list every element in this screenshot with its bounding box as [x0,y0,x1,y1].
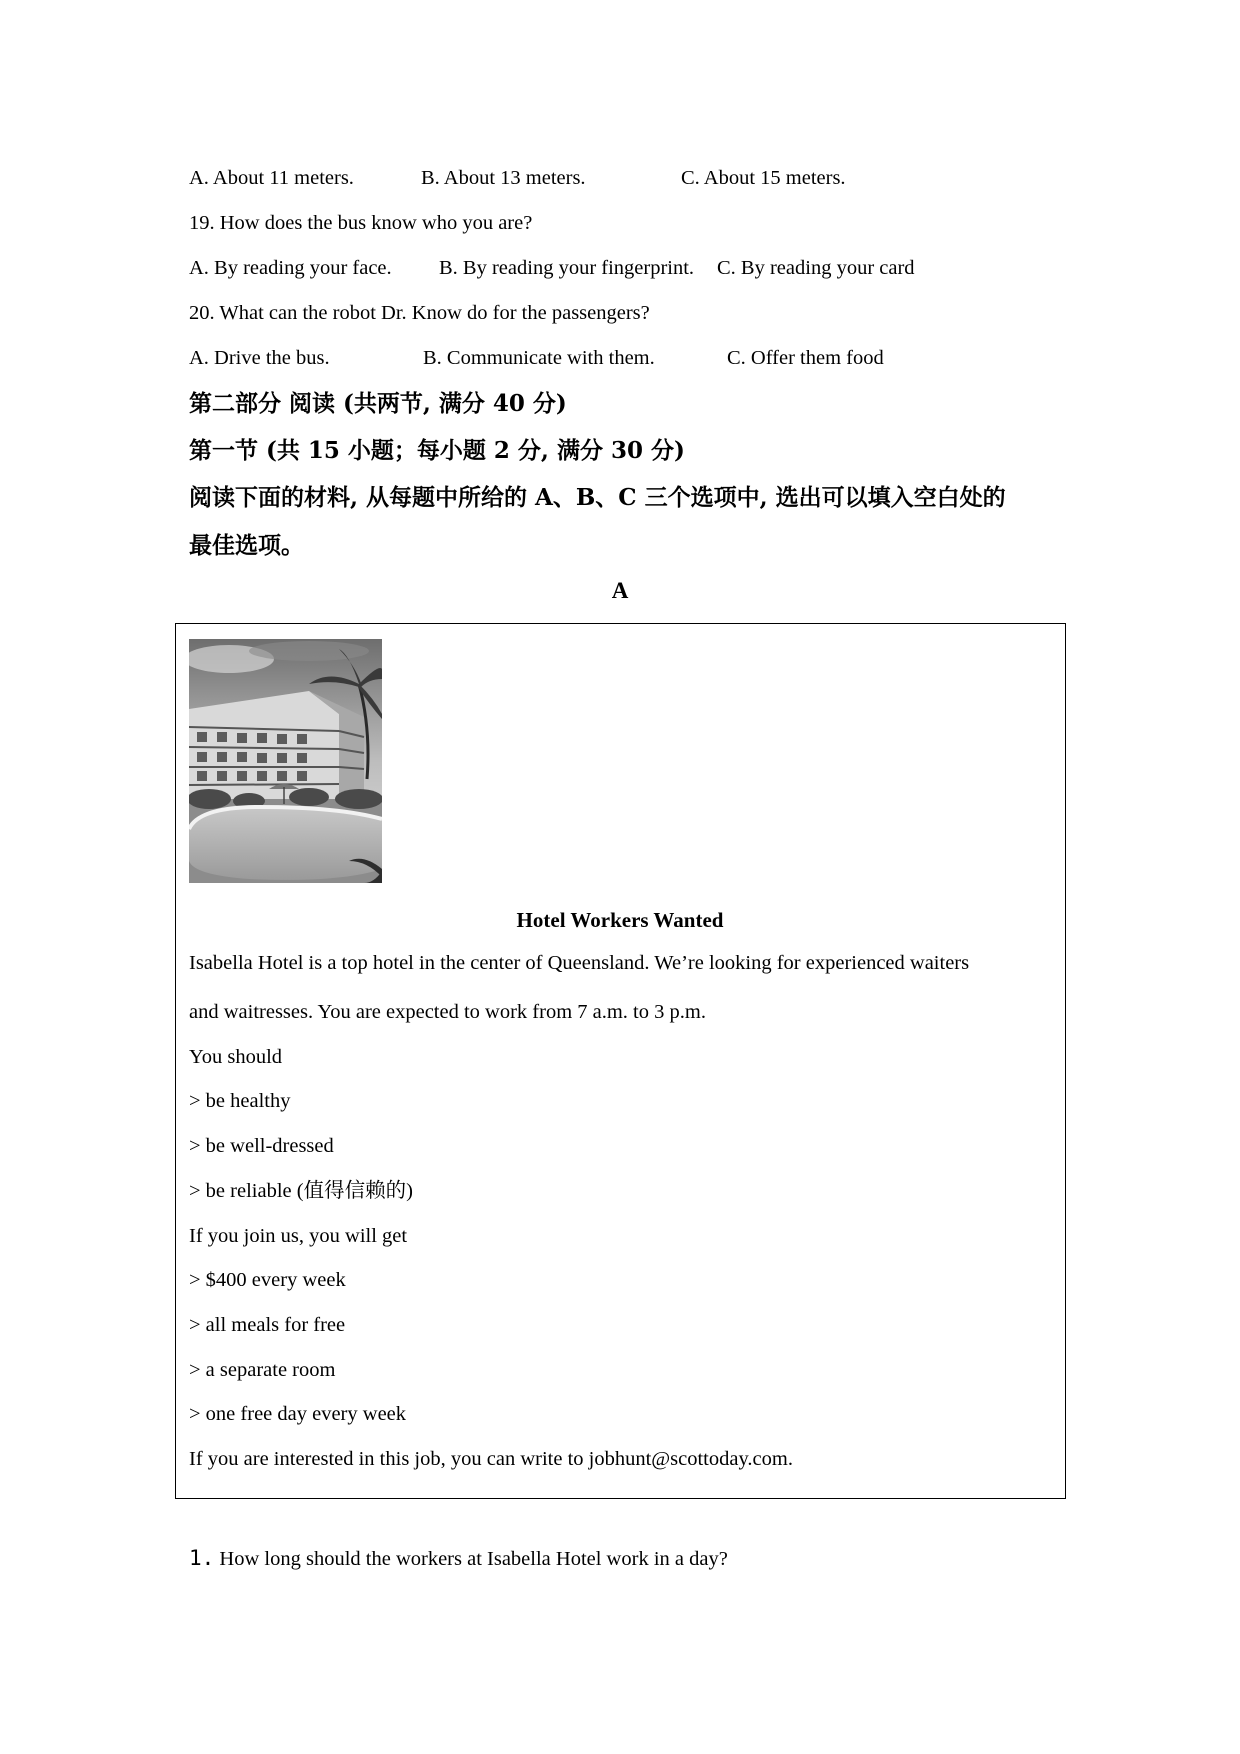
q20-question: 20. What can the robot Dr. Know do for the passengers? [189,302,650,324]
part2-heading: 第二部分 阅读 (共两节, 满分 40 分) [189,390,567,417]
q20-option-b: B. Communicate with them. [423,347,655,369]
question-1-text: How long should the workers at Isabella Hotel work in a day? [219,1548,728,1570]
requirement-item: > be healthy [189,1090,291,1112]
passage-letter: A [611,578,629,603]
ad-title: Hotel Workers Wanted [516,908,724,932]
question-1 [189,1546,728,1571]
requirement-item: > be reliable (值得信赖的) [189,1180,413,1202]
q18-option-a: A. About 11 meters. [189,167,354,189]
ad-intro-line-1: Isabella Hotel is a top hotel in the center of Queensland. We’re looking for experienced waiters [189,952,970,974]
benefit-item: > $400 every week [189,1269,346,1291]
ad-contact: If you are interested in this job, you can write to jobhunt@scottoday.com. [189,1448,793,1470]
q20-option-a: A. Drive the bus. [189,347,330,369]
question-1-number: 1. [189,1546,215,1570]
requirement-item: > be well-dressed [189,1135,334,1157]
benefit-item: > one free day every week [189,1403,407,1425]
q20-option-c: C. Offer them food [727,347,884,369]
ad-you-should: You should [189,1046,283,1068]
ad-join-line: If you join us, you will get [189,1225,408,1247]
section1-heading: 第一节 (共 15 小题；每小题 2 分, 满分 30 分) [189,437,685,464]
q18-option-b: B. About 13 meters. [421,167,586,189]
instruction-line-2: 最佳选项。 [189,532,304,559]
benefit-item: > a separate room [189,1359,336,1381]
hotel-photo [189,639,382,883]
ad-intro-line-2: and waitresses. You are expected to work from 7 a.m. to 3 p.m. [189,1001,706,1023]
q19-question: 19. How does the bus know who you are? [189,212,533,234]
q19-option-c: C. By reading your card [717,257,915,279]
instruction-line-1: 阅读下面的材料, 从每题中所给的 A、B、C 三个选项中, 选出可以填入空白处的 [189,484,1006,511]
q19-option-b: B. By reading your fingerprint. [439,257,695,279]
benefit-item: > all meals for free [189,1314,346,1336]
q18-option-c: C. About 15 meters. [681,167,846,189]
q19-option-a: A. By reading your face. [189,257,392,279]
